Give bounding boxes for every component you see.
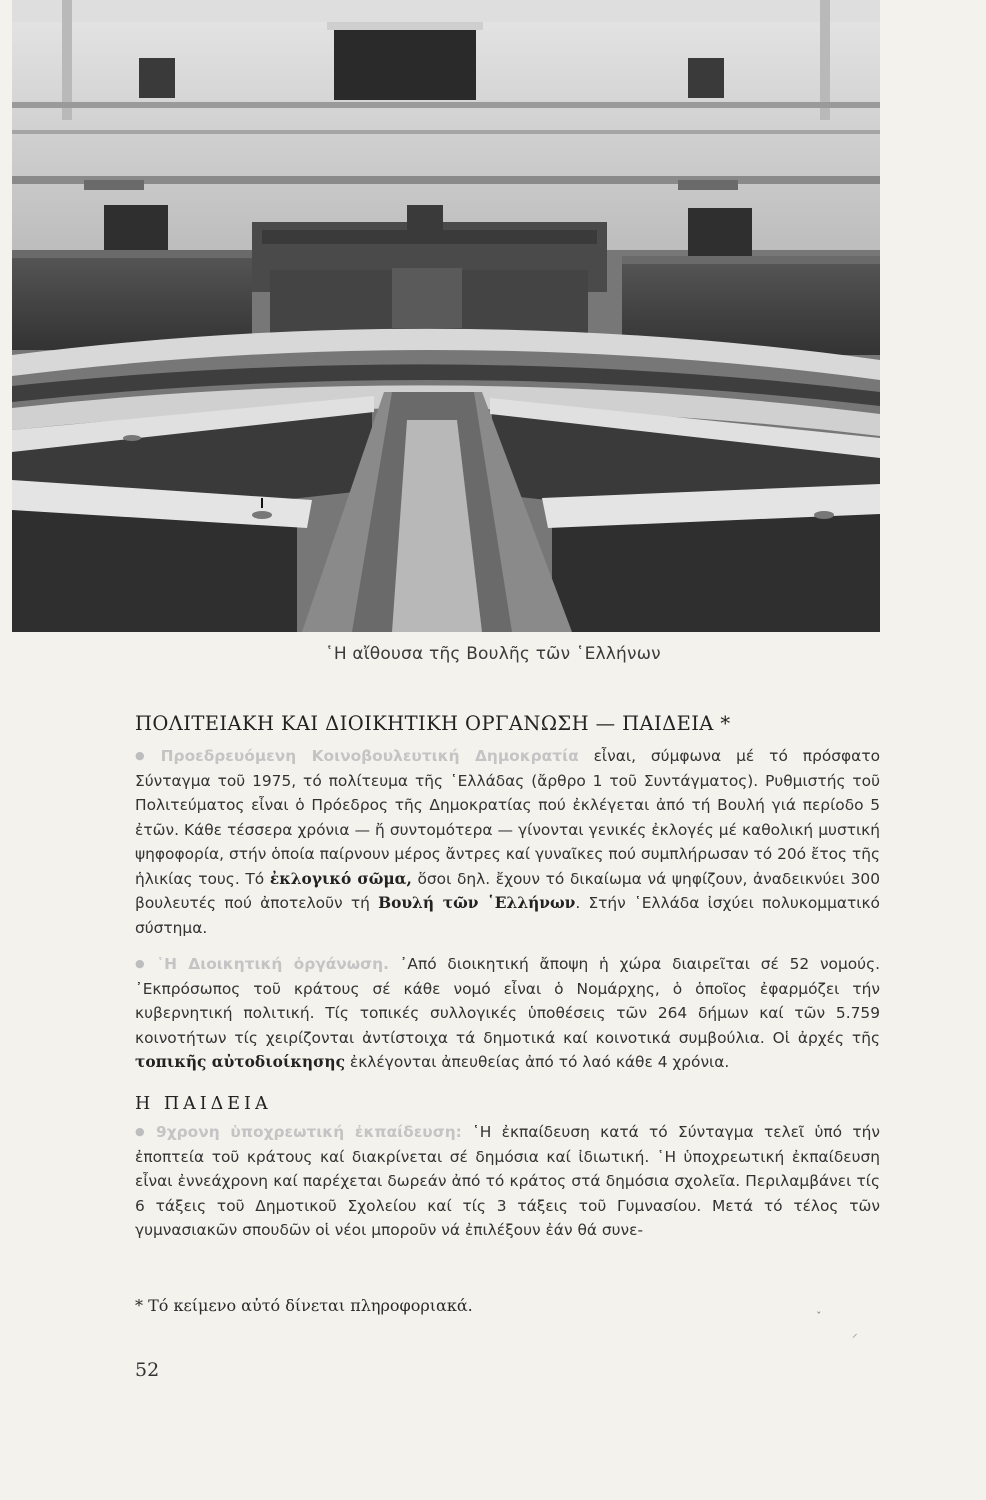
bold-term: τοπικῆς αὐτοδιοίκησης	[135, 1053, 345, 1071]
bullet-icon: ●	[135, 1125, 150, 1138]
bold-term: ἐκλογικό σῶμα,	[269, 869, 412, 888]
parliament-chamber-photo	[12, 0, 880, 632]
education-heading: Η ΠΑΙΔΕΙΑ	[135, 1094, 272, 1114]
bullet-icon: ●	[135, 957, 151, 970]
paragraph-text: ἐκλέγονται ἀπευθείας ἀπό τό λαό κάθε 4 χρόνια.	[345, 1053, 730, 1071]
paragraph-lead: 9χρονη ὑποχρεωτική ἐκπαίδευση:	[156, 1123, 462, 1141]
paragraph-text: εἶναι, σύμφωνα μέ τό πρόσφατο Σύνταγμα τοῦ 1975, τό πολίτευμα τῆς ῾Ελλάδας (ἄρθρο 1 τοῦ Συντάγματος). Ρυθμιστής τοῦ Πολιτεύματος εἶναι ὁ Πρόεδρος τῆς Δημοκρατίας πού ἐκλέγεται ἀπό τή Βουλή γιά περίοδο 5 ἐτῶν. Κάθε τέσσερα χρόνια — ἤ συντομότερα — γίνονται γενικές ἐκλογές μέ καθολική μυστική ψηφοφορία, στήν ὁποία παίρνουν μέρος ἄντρες καί γυναῖκες πού συμπλήρωσαν τό 20ό ἔτος τῆς ἡλικίας τους. Τό	[135, 747, 880, 888]
page-number: 52	[135, 1359, 160, 1381]
bold-term: Βουλή τῶν ῾Ελλήνων	[378, 894, 576, 912]
photo-caption: ῾Η αἴθουσα τῆς Βουλῆς τῶν ῾Ελλήνων	[325, 644, 661, 664]
paragraph-parliamentary-democracy	[135, 744, 880, 940]
paragraph-administrative-organization	[135, 952, 880, 1075]
paragraph-text: ᾿Από διοικητική ἄποψη ἡ χώρα διαιρεῖται σέ 52 νομούς. ᾿Εκπρόσωπος τοῦ κράτους σέ κάθε νομό εἶναι ὁ Νομάρχης, ὁ ὁποῖος ἐφαρμόζει τήν κυβερνητική πολιτική. Τίς τοπικές συλλογικές ὑποθέσεις τῶν 264 δήμων καί τῶν 5.759 κοινοτήτων τίς χειρίζονται ἀντίστοιχα τά δημοτικά καί κοινοτικά συμβούλια. Οἱ ἀρχές τῆς	[135, 955, 880, 1047]
bullet-icon: ●	[135, 749, 155, 762]
paragraph-compulsory-education	[135, 1120, 880, 1243]
paragraph-text: . Στήν ῾Ελλάδα ἰσχύει πολυκομματικό σύστημα.	[135, 894, 880, 937]
paragraph-text: ῾Η ἐκπαίδευση κατά τό Σύνταγμα τελεῖ ὑπό τήν ἐποπτεία τοῦ κράτους καί διακρίνεται σέ δημόσια καί ἰδιωτική. ῾Η ὑποχρεωτική ἐκπαίδευση εἶναι ἐννεάχρονη καί παρέχεται δωρεάν ἀπό τό κράτος στά δημόσια σχολεῖα. Περιλαμβάνει τίς 6 τάξεις τοῦ Δημοτικοῦ Σχολείου καί τίς 3 τάξεις τοῦ Γυμνασίου. Μετά τό τέλος τῶν γυμνασιακῶν σπουδῶν οἱ νέοι μποροῦν νά ἐπιλέξουν ἐάν θά συνε-	[135, 1123, 880, 1239]
paragraph-lead: ῾Η Διοικητική ὀργάνωση.	[156, 955, 389, 973]
section-heading: ΠΟΛΙΤΕΙΑΚΗ ΚΑΙ ΔΙΟΙΚΗΤΙΚΗ ΟΡΓΑΝΩΣΗ — ΠΑΙΔΕΙΑ *	[135, 712, 731, 735]
scan-mark: ⸝	[852, 1327, 858, 1340]
parliament-chamber-photo-icon	[12, 0, 880, 632]
paragraph-lead: Προεδρευόμενη Κοινοβουλευτική Δημοκρατία	[160, 747, 579, 765]
scan-mark: ˇ	[816, 1310, 822, 1323]
footnote: * Τό κείμενο αὐτό δίνεται πληροφοριακά.	[135, 1296, 473, 1315]
paragraph-text: ὅσοι δηλ. ἔχουν τό δικαίωμα νά ψηφίζουν, ἀναδεικνύει 300 βουλευτές πού ἀποτελοῦν τή	[135, 869, 880, 912]
